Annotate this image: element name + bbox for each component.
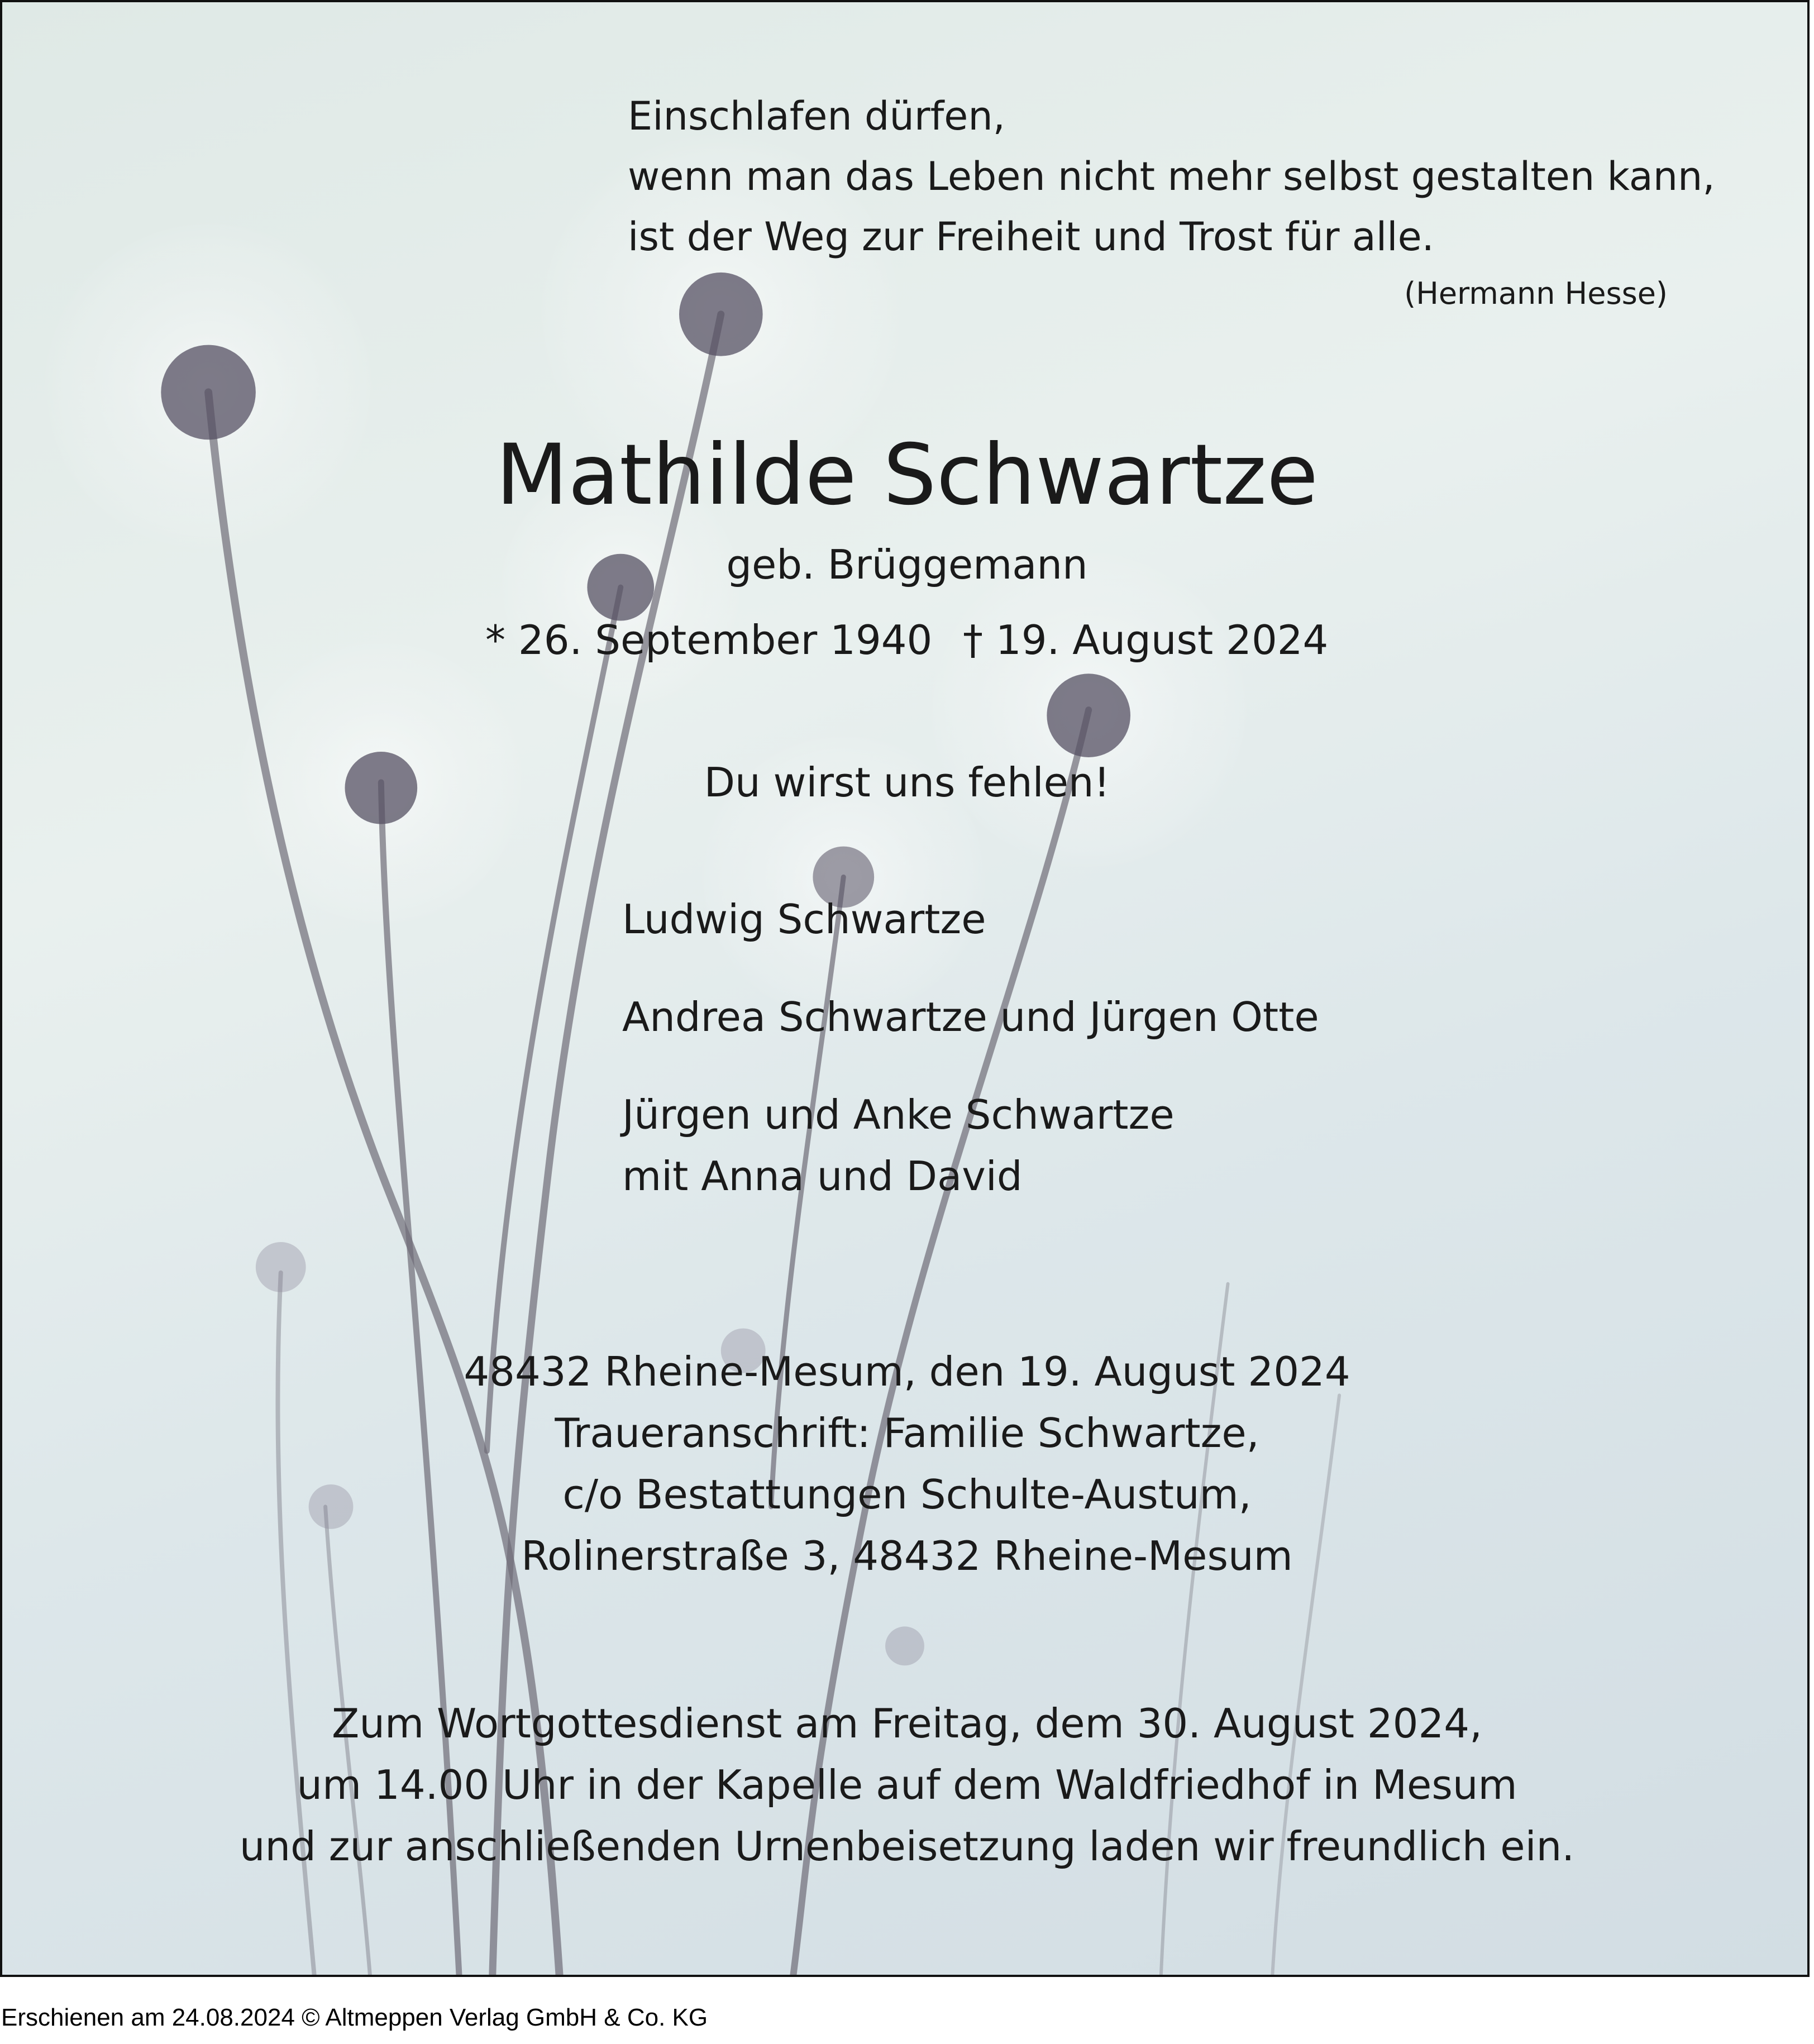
place-date: 48432 Rheine-Mesum, den 19. August 2024 <box>464 1348 1350 1395</box>
quote-line: wenn man das Leben nicht mehr selbst gestalten kann, <box>628 154 1715 199</box>
mourner-name: Andrea Schwartze und Jürgen Otte <box>622 994 1319 1040</box>
quote-line: ist der Weg zur Freiheit und Trost für alle. <box>628 214 1434 260</box>
birth-name: geb. Brüggemann <box>726 541 1088 588</box>
mourner-name: Jürgen und Anke Schwartze <box>622 1091 1175 1138</box>
mourning-address-line: Traueranschrift: Familie Schwartze, <box>555 1410 1259 1456</box>
quote-author: (Hermann Hesse) <box>1404 276 1668 311</box>
farewell-text: Du wirst uns fehlen! <box>704 759 1110 806</box>
birth-date: * 26. September 1940 <box>485 617 933 663</box>
publication-footer: Erschienen am 24.08.2024 © Altmeppen Verlag GmbH & Co. KG <box>1 2004 708 2031</box>
service-info-line: und zur anschließenden Urnenbeisetzung laden wir freundlich ein. <box>239 1823 1575 1870</box>
deceased-name: Mathilde Schwartze <box>495 427 1319 524</box>
service-info-line: um 14.00 Uhr in der Kapelle auf dem Waldfriedhof in Mesum <box>297 1761 1517 1808</box>
mourning-address-line: c/o Bestattungen Schulte-Austum, <box>562 1471 1252 1518</box>
death-date: † 19. August 2024 <box>963 617 1329 663</box>
mourner-name: mit Anna und David <box>622 1153 1023 1200</box>
mourner-name: Ludwig Schwartze <box>622 896 986 943</box>
mourning-address-line: Rolinerstraße 3, 48432 Rheine-Mesum <box>521 1532 1293 1579</box>
service-info-line: Zum Wortgottesdienst am Freitag, dem 30. August 2024, <box>332 1700 1482 1747</box>
quote-line: Einschlafen dürfen, <box>628 93 1005 139</box>
